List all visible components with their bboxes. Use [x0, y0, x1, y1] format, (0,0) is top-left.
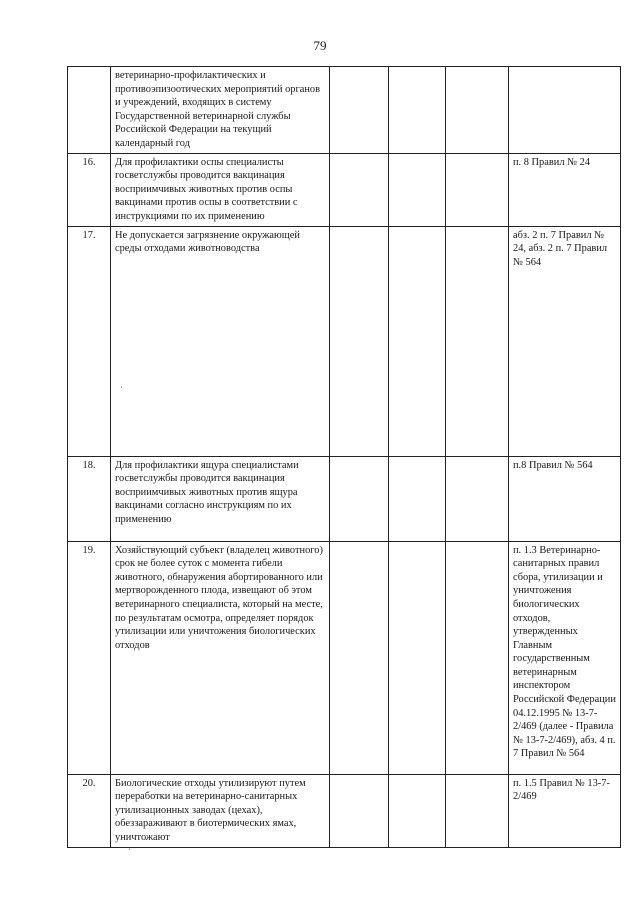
legal-reference: п. 8 Правил № 24 [509, 153, 621, 226]
answer-yes-cell [330, 226, 389, 456]
requirements-table [67, 66, 621, 848]
answer-yes-cell [330, 541, 389, 774]
row-number [68, 67, 111, 154]
answer-yes-cell [330, 67, 389, 154]
scan-speck: ˌ [128, 840, 131, 850]
answer-no-cell [389, 226, 446, 456]
page-number: 79 [313, 38, 327, 53]
answer-na-cell [446, 226, 509, 456]
answer-no-cell [389, 774, 446, 847]
requirement-text: Не допускается загрязнение окружающей среды отходами животноводства [111, 226, 330, 456]
legal-reference: абз. 2 п. 7 Правил № 24, абз. 2 п. 7 Правил № 564 [509, 226, 621, 456]
row-number: 16. [68, 153, 111, 226]
answer-yes-cell [330, 456, 389, 541]
answer-na-cell [446, 774, 509, 847]
requirement-text: ветеринарно-профилактических и противоэпизоотических мероприятий органов и учреждений, входящих в систему Государственной ветеринарной службы Российской Федерации на текущий календарный год [111, 67, 330, 154]
scan-speck: ˌ [120, 378, 123, 388]
legal-reference: п. 1.3 Ветеринарно-санитарных правил сбора, утилизации и уничтожения биологических отходов, утвержденных Главным государственным ветеринарным инспектором Российской Федерации 04.12.1995 № 13-7-2/469 (далее - Правила № 13-7-2/469), абз. 4 п. 7 Правил № 564 [509, 541, 621, 774]
legal-reference: п.8 Правил № 564 [509, 456, 621, 541]
table-row [68, 774, 621, 847]
answer-no-cell [389, 67, 446, 154]
row-number: 20. [68, 774, 111, 847]
answer-yes-cell [330, 153, 389, 226]
row-number: 19. [68, 541, 111, 774]
answer-na-cell [446, 541, 509, 774]
requirement-text: Для профилактики ящура специалистами госветслужбы проводится вакцинация восприимчивых животных против ящура вакцинами согласно инструкциям по их применению [111, 456, 330, 541]
answer-no-cell [389, 153, 446, 226]
answer-na-cell [446, 153, 509, 226]
table-row [68, 67, 621, 154]
answer-no-cell [389, 456, 446, 541]
answer-no-cell [389, 541, 446, 774]
row-number: 18. [68, 456, 111, 541]
table-row [68, 226, 621, 456]
answer-na-cell [446, 456, 509, 541]
legal-reference [509, 67, 621, 154]
table-row [68, 456, 621, 541]
table-row [68, 153, 621, 226]
answer-na-cell [446, 67, 509, 154]
table-row [68, 541, 621, 774]
answer-yes-cell [330, 774, 389, 847]
requirement-text: Для профилактики оспы специалисты госветслужбы проводится вакцинация восприимчивых животных против оспы вакцинами против оспы в соответствии с инструкциями по их применению [111, 153, 330, 226]
requirement-text: Биологические отходы утилизируют путем переработки на ветеринарно-санитарных утилизационных заводах (цехах), обеззараживают в биотермических ямах, уничтожают [111, 774, 330, 847]
requirement-text: Хозяйствующий субъект (владелец животного) срок не более суток с момента гибели животного, обнаружения абортированного или мертворожденного плода, извещают об этом ветеринарного специалиста, который на месте, по результатам осмотра, определяет порядок утилизации или уничтожения биологических отходов [111, 541, 330, 774]
row-number: 17. [68, 226, 111, 456]
legal-reference: п. 1.5 Правил № 13-7-2/469 [509, 774, 621, 847]
